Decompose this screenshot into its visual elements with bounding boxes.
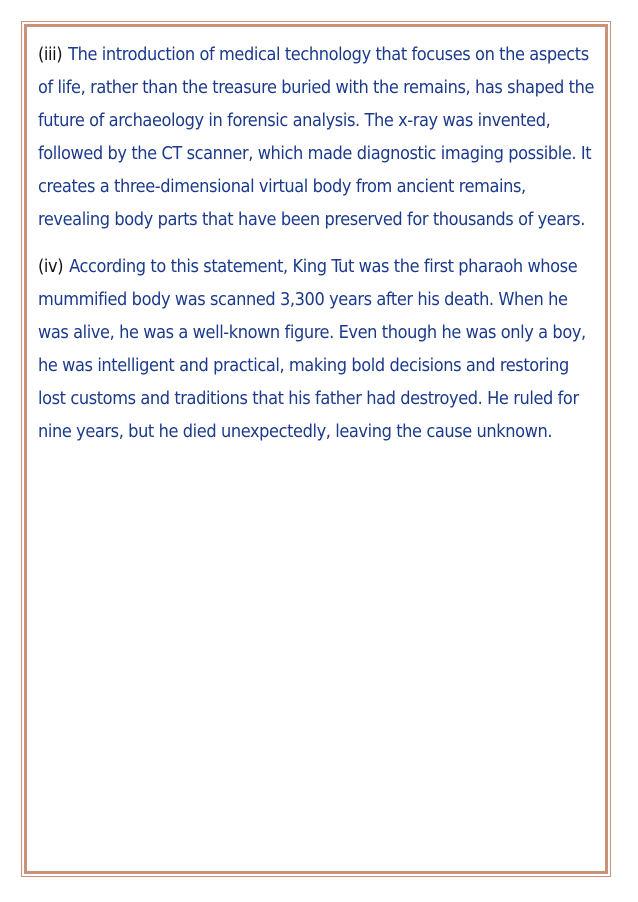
paragraph-marker: (iii) [38,44,63,65]
paragraph-text: According to this statement, King Tut was the first pharaoh whose mummified body was scanned 3,300 years after his death. When he was alive, he was a well-known figure. Even though he was only a boy, he was intelligent and practical, making bold decisions and restoring lost customs and traditions that his father had destroyed. He ruled for nine years, but he died unexpectedly, leaving the cause unknown. [38,256,586,442]
paragraph-iv [38,250,600,448]
paragraph-iii [38,38,600,236]
paragraph-text: The introduction of medical technology that focuses on the aspects of life, rather than the treasure buried with the remains, has shaped the future of archaeology in forensic analysis. The x-ray was invented, followed by the CT scanner, which made diagnostic imaging possible. It creates a three-dimensional virtual body from ancient remains, revealing body parts that have been preserved for thousands of years. [38,44,595,230]
document-body [38,38,600,462]
paragraph-marker: (iv) [38,256,64,277]
